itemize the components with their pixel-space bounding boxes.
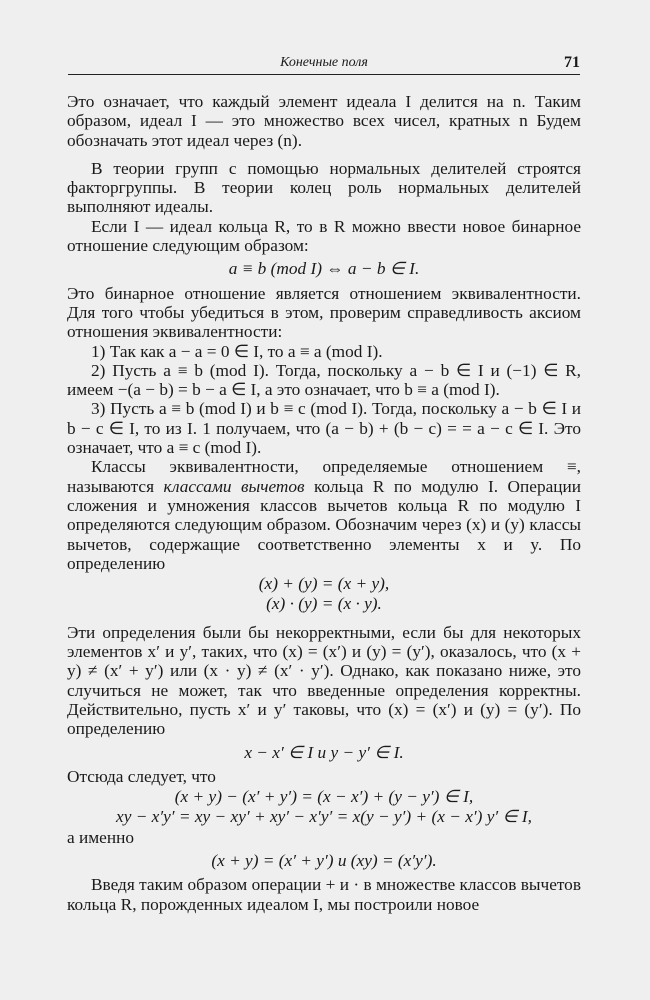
paragraph-new-ring: Введя таким образом операции + и · в множестве классов вычетов кольца R, порожденных идеалом I, мы построили новое [67, 875, 581, 914]
paragraph-factor-groups: В теории групп с помощью нормальных делителей строятся факторгруппы. В теории колец роль нормальных делителей выполняют идеалы. [67, 158, 581, 217]
paragraph-it-follows: Отсюда следует, что [67, 766, 216, 786]
formula-sum-difference: (x + y) − (x′ + y′) = (x − x′) + (y − y′) ∈ I, [174, 787, 474, 807]
running-head [68, 52, 580, 74]
formula-sum-definition: (x) + (y) = (x + y), [258, 574, 390, 594]
paragraph-equivalence: Это бинарное отношение является отношением эквивалентности. Для того чтобы убедиться в этом, проверим справедливость аксиом отношения эквивалентности: [67, 283, 581, 342]
paragraph-residue-classes [67, 457, 581, 573]
term-residue-classes: классами вычетов [163, 476, 305, 496]
axiom-reflexivity: 1) Так как a − a = 0 ∈ I, то a ≡ a (mod I). [91, 341, 383, 361]
formula-equal-classes: (x + y) = (x′ + y′) и (xy) = (x′y′). [211, 850, 437, 870]
residue-classes-text-b: кольца R по модулю I. Операции сложения и умножения классов вычетов кольца R по модулю I определяются следующим образом. Обозначим через (x) и (y) классы вычетов, содержащие соответственно элементы x и y. По определению [67, 476, 581, 573]
main-text [67, 92, 581, 914]
formula-product-difference: xy − x′y′ = xy − xy′ + xy′ − x′y′ = x(y − y′) + (x − x′) y′ ∈ I, [116, 807, 532, 827]
residue-classes-text-a: Классы эквивалентности, определяемые отношением ≡, называются [67, 457, 581, 496]
paragraph-binary-relation: Если I — идеал кольца R, то в R можно ввести новое бинарное отношение следующим образом: [67, 216, 581, 256]
formula-product-definition: (x) · (y) = (x · y). [266, 594, 382, 614]
paragraph-correctness: Эти определения были бы некорректными, если бы для некоторых элементов x′ и y′, таких, что (x) = (x′) и (y) = (y′), оказалось, что (x + y) ≠ (x′ + y′) или (x · y) ≠ (x′ · y′). Однако, как показано ниже, это случиться не может, так что введенные определения корректны. Действительно, пусть x′ и y′ таковы, что (x) = (x′) и (y) = (y′). По определению [67, 622, 581, 739]
formula-congruence: a ≡ b (mod I) ⇔ a − b ∈ I. [228, 259, 420, 279]
header-rule [68, 74, 580, 75]
page-number: 71 [564, 54, 580, 71]
axiom-transitivity: 3) Пусть a ≡ b (mod I) и b ≡ c (mod I). Тогда, поскольку a − b ∈ I и b − c ∈ I, то из I. 1 получаем, что (a − b) + (b − c) = = a − c ∈ I. Это означает, что a ≡ c (mod I). [67, 399, 581, 458]
formula-differences-in-ideal: x − x′ ∈ I и y − y′ ∈ I. [244, 742, 404, 762]
paragraph-namely: а именно [67, 827, 134, 847]
axiom-symmetry: 2) Пусть a ≡ b (mod I). Тогда, поскольку a − b ∈ I и (−1) ∈ R, имеем −(a − b) = b − a ∈ I, а это означает, что b ≡ a (mod I). [67, 360, 581, 400]
paragraph-ideal-definition: Это означает, что каждый элемент идеала I делится на n. Таким образом, идеал I — это множество всех чисел, кратных n Будем обозначать этот идеал через (n). [67, 92, 581, 150]
running-title: Конечные поля [280, 55, 368, 70]
